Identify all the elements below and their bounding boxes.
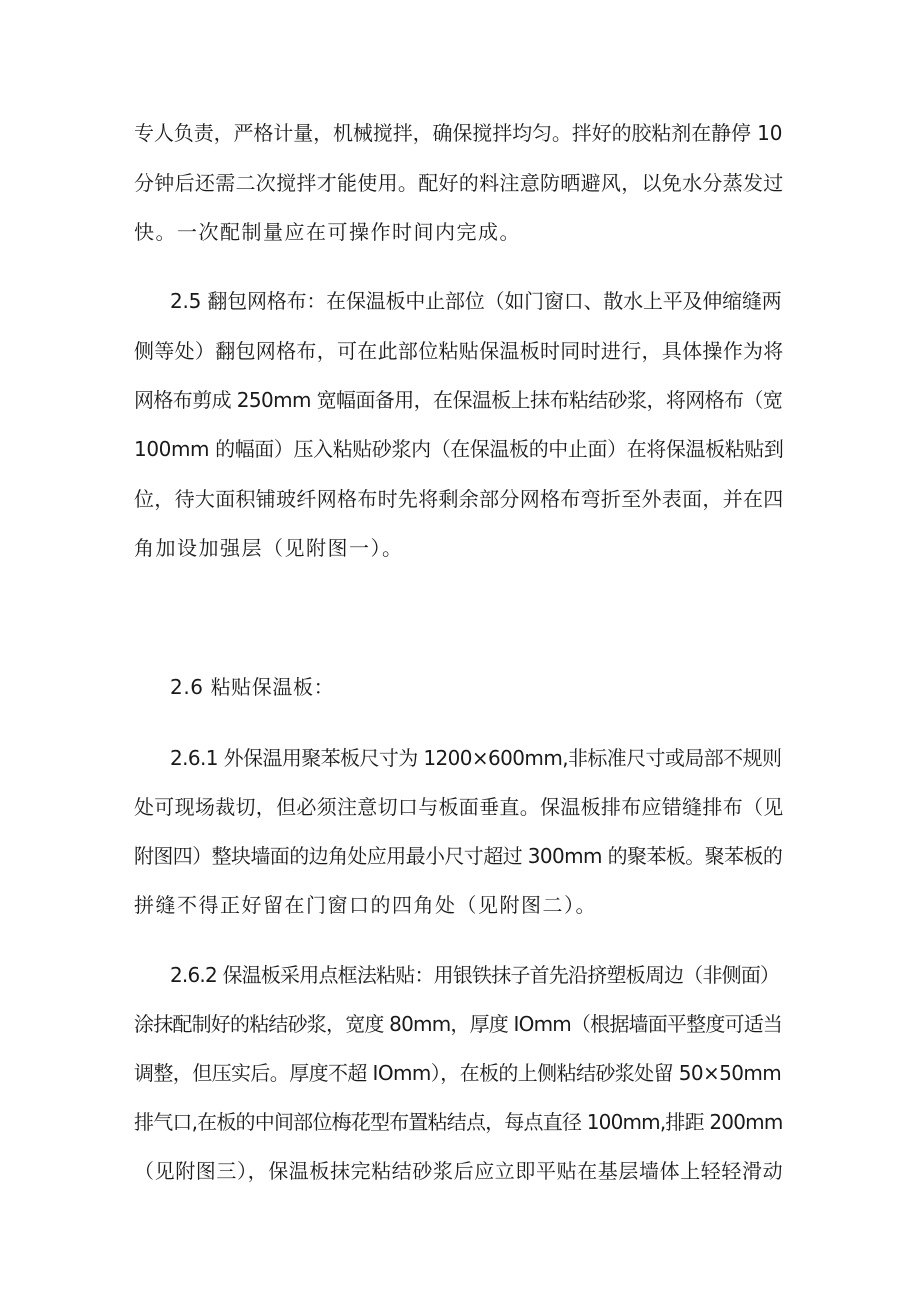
paragraph-line: 处可现场裁切，但必须注意切口与板面垂直。保温板排布应错缝排布（见: [134, 795, 784, 819]
paragraph-line: 角加设加强层（见附图一）。: [134, 536, 404, 560]
section-heading: 2.6 粘贴保温板：: [170, 675, 335, 699]
paragraph-line: 2.6.1 外保温用聚苯板尺寸为 1200×600mm,非标准尺寸或局部不规则: [170, 746, 782, 770]
paragraph-line: 侧等处）翻包网格布，可在此部位粘贴保温板时同时进行，具体操作为将: [134, 339, 784, 363]
paragraph-line: 附图四）整块墙面的边角处应用最小尺寸超过 300mm 的聚苯板。聚苯板的: [134, 844, 783, 868]
paragraph-line: 分钟后还需二次搅拌才能使用。配好的料注意防晒避风，以免水分蒸发过: [134, 171, 784, 195]
paragraph-line: 2.6.2 保温板采用点框法粘贴：用银铁抹子首先沿挤塑板周边（非侧面）: [170, 963, 780, 987]
paragraph-line: 网格布剪成 250mm 宽幅面备用，在保温板上抹布粘结砂浆，将网格布（宽: [134, 388, 783, 412]
section-heading-line: 2.5 翻包网格布：在保温板中止部位（如门窗口、散水上平及伸缩缝两: [170, 289, 782, 313]
paragraph-line: 100mm 的幅面）压入粘贴砂浆内（在保温板的中止面）在将保温板粘贴到: [134, 437, 784, 461]
paragraph-line: 排气口,在板的中间部位梅花型布置粘结点，每点直径 100mm,排距 200mm: [134, 1110, 783, 1134]
paragraph-line: 调整，但压实后。厚度不超 IOmm），在板的上侧粘结砂浆处留 50×50mm: [134, 1061, 782, 1085]
paragraph-line: 涂抹配制好的粘结砂浆，宽度 80mm，厚度 IOmm（根据墙面平整度可适当: [134, 1012, 783, 1036]
paragraph-line: 快。一次配制量应在可操作时间内完成。: [134, 220, 521, 244]
paragraph-line: （见附图三），保温板抹完粘结砂浆后应立即平贴在基层墙体上轻轻滑动: [134, 1159, 784, 1183]
paragraph-line: 位，待大面积铺玻纤网格布时先将剩余部分网格布弯折至外表面，并在四: [134, 487, 784, 511]
paragraph-line: 专人负责，严格计量，机械搅拌，确保搅拌均匀。拌好的胶粘剂在静停 10: [134, 121, 783, 145]
paragraph-line: 拼缝不得正好留在门窗口的四角处（见附图二）。: [134, 893, 597, 917]
